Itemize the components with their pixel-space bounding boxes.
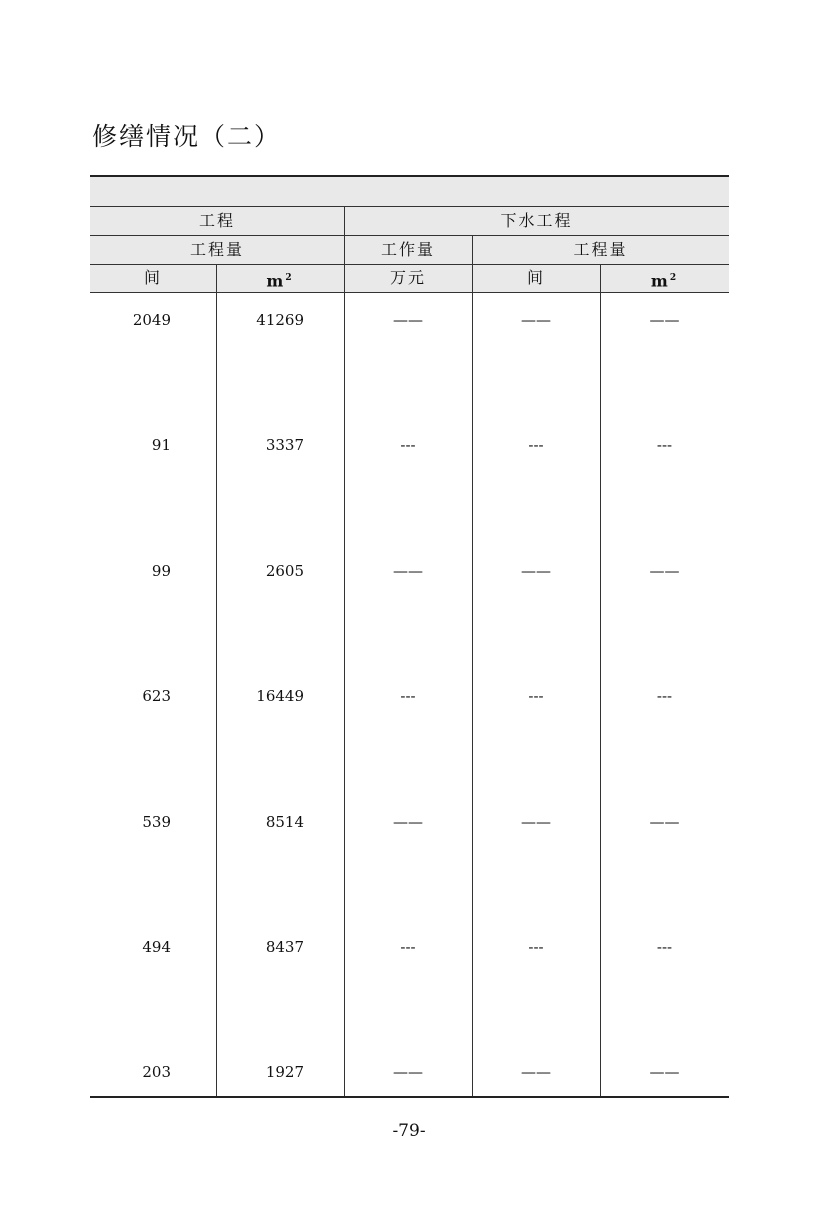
table-cell-empty: —— [393,812,423,831]
table-cell-empty: —— [393,561,423,580]
unit-sqm: $m^2$ [266,271,294,291]
header-group-engineering: 工程 [198,211,235,230]
table-cell-empty: —— [649,561,680,580]
table-cell-value: 41269 [256,311,304,329]
table-cell-value: 539 [142,812,171,831]
unit-sqm-2: $m^2$ [650,271,679,291]
header-sub-workload: 工作量 [380,240,435,259]
table-cell-value: 494 [142,938,171,956]
table-cell-empty: --- [656,938,673,956]
table-cell-value: 16449 [256,687,304,706]
table-cell-empty: --- [400,436,416,455]
table-cell-value: 91 [151,436,171,455]
data-table [90,175,729,1098]
table-cell-empty: —— [393,311,423,329]
unit-10k-yuan: 万元 [389,268,426,287]
header-sub-quantity-2: 工程量 [573,240,628,259]
table-cell-value: 8514 [265,812,304,831]
table-cell-value: 2605 [265,561,304,580]
table-cell-empty: —— [521,311,551,329]
table-cell-empty: --- [528,938,544,956]
page-number: -79- [392,1121,426,1141]
table-cell-value: 623 [142,687,171,706]
table-cell-value: 99 [151,561,171,580]
table-cell-empty: --- [400,687,416,706]
table-cell-empty: —— [649,812,680,831]
divider [600,264,601,1098]
table-cell-value: 8437 [265,938,304,956]
unit-rooms-2: 间 [526,268,545,287]
divider [344,206,345,1098]
table-cell-value: 1927 [265,1063,304,1082]
divider [216,264,217,1098]
table-cell-value: 2049 [132,311,171,329]
table-cell-empty: --- [528,436,544,455]
unit-rooms: 间 [143,268,162,287]
table-cell-value: 203 [142,1063,171,1082]
table-cell-empty: —— [521,812,551,831]
header-sub-quantity: 工程量 [189,240,244,259]
table-cell-empty: —— [521,561,551,580]
table-cell-empty: —— [649,311,680,329]
table-cell-empty: —— [393,1063,423,1082]
table-cell-empty: --- [528,687,544,706]
table-cell-empty: —— [521,1063,551,1082]
table-top-rule [90,175,729,177]
table-cell-empty: --- [656,687,673,706]
page-title: 修缮情况（二） [92,122,282,151]
divider [472,235,473,1098]
table-cell-value: 3337 [265,436,304,455]
table-bottom-rule [90,1096,729,1098]
header-group-sewer: 下水工程 [500,211,573,230]
table-cell-empty: —— [649,1063,680,1082]
table-cell-empty: --- [400,938,416,956]
table-cell-empty: --- [656,436,673,455]
